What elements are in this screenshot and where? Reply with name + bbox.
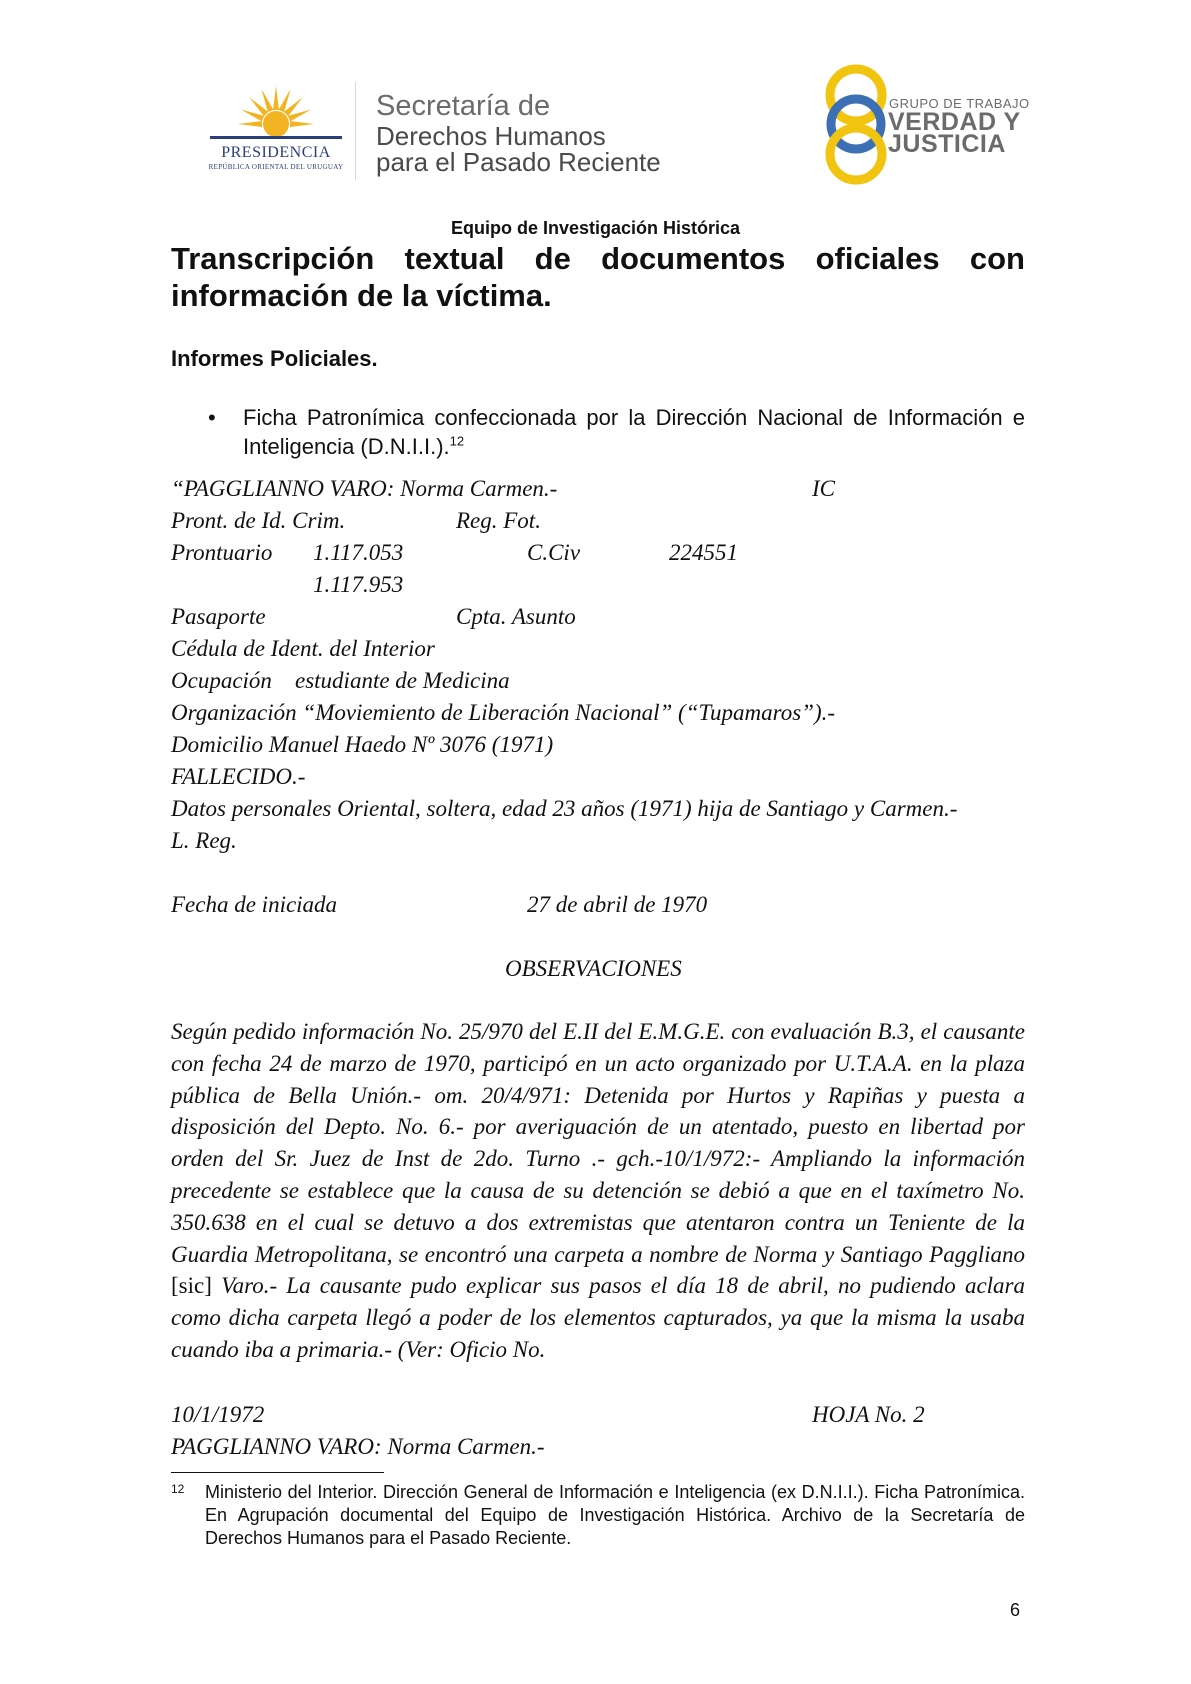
cedula-label: Cédula de Ident. del Interior — [171, 636, 435, 661]
organizacion-line: Organización “Moviemiento de Liberación Nacional” (“Tupamaros”).- — [171, 700, 836, 725]
pasaporte-label: Pasaporte — [171, 604, 266, 629]
cciv-label: C.Civ — [527, 540, 581, 565]
observaciones-text-part-1: Según pedido información No. 25/970 del E.II del E.M.G.E. con evaluación B.3, el causante con fecha 24 de marzo de 1970, participó en un acto organizado por U.T.A.A. en la plaza pública de Bella Unión.- om. 20/4/971: Detenida por Hurtos y Rapiñas y puesta a disposición del Depto. No. 6.- por averiguación de un atentado, puesto en libertad por orden del Sr. Juez de Inst de 2do. Turno .- gch.-10/1/972:- Ampliando la información precedente se establece que la causa de su detención se debió a que en el taxímetro No. 350.638 en el cual se detuvo a dos extremistas que atentaron contra un Teniente de la Guardia Metropolitana, se encontró una carpeta a nombre de Norma y Santiago Paggliano — [171, 1019, 1025, 1267]
justicia-label: JUSTICIA — [888, 130, 1006, 158]
observaciones-heading: OBSERVACIONES — [505, 956, 682, 981]
l-reg-line: L. Reg. — [171, 828, 237, 853]
prontuario-value-1: 1.117.053 — [313, 540, 404, 565]
presidencia-subtitle: REPÚBLICA ORIENTAL DEL URUGUAY — [208, 163, 344, 171]
bullet-text: Ficha Patronímica confeccionada por la Dirección Nacional de Información e Inteligencia (D.N.I.I.). — [243, 405, 1025, 459]
bullet-symbol: • — [208, 405, 216, 430]
prontuario-label: Prontuario — [171, 540, 273, 565]
logo-divider — [355, 82, 356, 180]
reg-fot-label: Reg. Fot. — [456, 508, 541, 533]
sic-marker: [sic] — [171, 1273, 212, 1299]
verdad-y-label: VERDAD Y — [888, 108, 1021, 136]
ficha-ic: IC — [812, 476, 835, 501]
footnote-text: Ministerio del Interior. Dirección General de Información e Inteligencia (ex D.N.I.I.). Ficha Patronímica. En Agrupación documental del Equipo de Investigación Histórica. Archivo de la Secretaría de Derechos Humanos para el Pasado Reciente. — [205, 1482, 1025, 1548]
team-label: Equipo de Investigación Histórica — [450, 218, 741, 238]
footnote-number: 12 — [171, 1482, 185, 1496]
secretaria-line-3: para el Pasado Reciente — [376, 147, 661, 177]
section-heading: Informes Policiales. — [171, 346, 378, 371]
cpta-asunto-label: Cpta. Asunto — [456, 604, 576, 629]
bullet-item — [243, 403, 1025, 461]
ficha-name-2: PAGGLIANNO VARO: Norma Carmen.- — [171, 1434, 545, 1459]
ocupacion-value: estudiante de Medicina — [295, 668, 510, 693]
domicilio-line: Domicilio Manuel Haedo Nº 3076 (1971) — [171, 732, 554, 757]
cciv-value: 224551 — [669, 540, 738, 565]
fecha-iniciada-value: 27 de abril de 1970 — [527, 892, 708, 917]
fecha-iniciada-label: Fecha de iniciada — [171, 892, 338, 917]
prontuario-value-2: 1.117.953 — [313, 572, 404, 597]
footnote-separator — [171, 1472, 384, 1473]
fallecido-line: FALLECIDO.- — [171, 764, 306, 789]
ficha-date-2: 10/1/1972 — [171, 1402, 265, 1427]
page-number: 6 — [1010, 1600, 1021, 1620]
page-title: Transcripción textual de documentos oficiales con información de la víctima. — [171, 241, 1025, 313]
datos-personales-line: Datos personales Oriental, soltera, edad 23 años (1971) hija de Santiago y Carmen.- — [171, 796, 958, 821]
grupo-trabajo-label: GRUPO DE TRABAJO — [889, 96, 1030, 111]
pront-id-label: Pront. de Id. Crim. — [171, 508, 346, 533]
observaciones-text-part-2: Varo.- La causante pudo explicar sus pasos el día 18 de abril, no pudiendo aclara como dicha carpeta llegó a poder de los elementos capturados, ya que la misma la usaba cuando iba a primaria.- (Ver: Oficio No. — [171, 1273, 1026, 1362]
hoja-number: HOJA No. 2 — [812, 1402, 925, 1427]
presidencia-wordmark: PRESIDENCIA — [221, 144, 331, 161]
ocupacion-label: Ocupación — [171, 668, 272, 693]
footnote-reference[interactable]: 12 — [449, 433, 465, 449]
ficha-name: “PAGGLIANNO VARO: Norma Carmen.- — [171, 476, 558, 501]
secretaria-line-1: Secretaría de — [376, 90, 551, 122]
observaciones-paragraph — [171, 1016, 1025, 1366]
secretaria-line-2: Derechos Humanos — [376, 121, 606, 151]
